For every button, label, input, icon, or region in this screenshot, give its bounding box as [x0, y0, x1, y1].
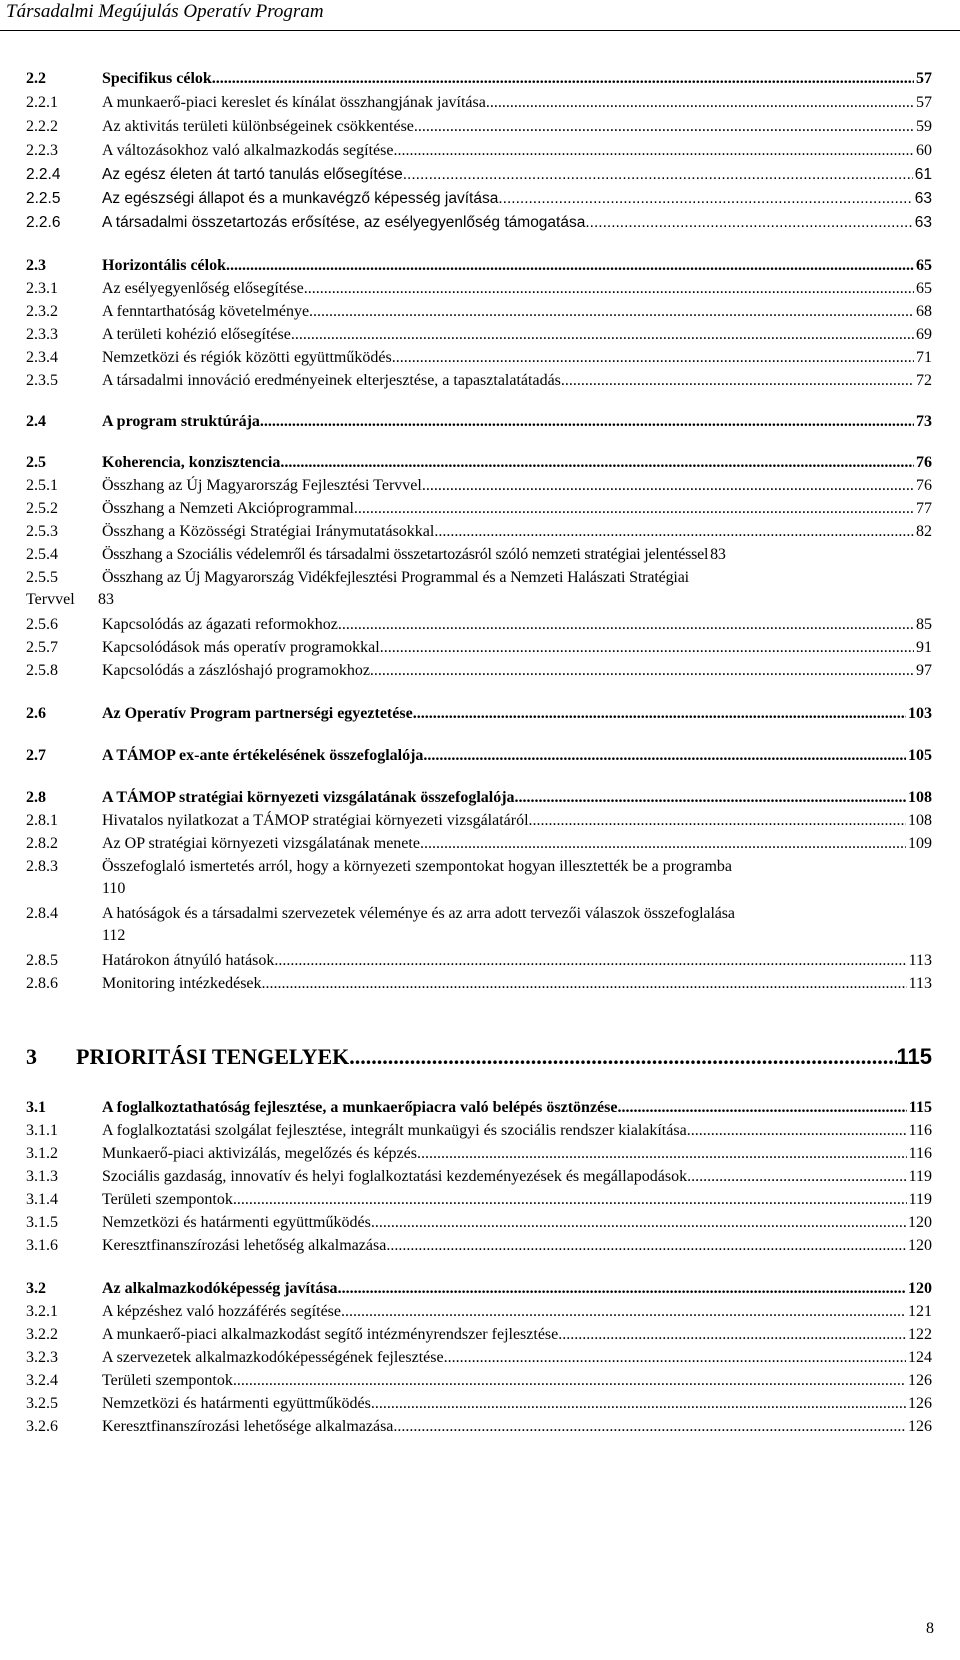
toc-page: 76	[916, 454, 932, 471]
toc-page: 73	[916, 413, 932, 430]
toc-page: 108	[908, 789, 932, 806]
toc-number: 2.2.4	[26, 166, 61, 183]
toc-number: 2.7	[26, 747, 46, 764]
toc-page: 126	[908, 1395, 932, 1412]
toc-title: A foglalkoztathatóság fejlesztése, a munkaerőpiacra való belépés ösztönzése	[102, 1099, 618, 1116]
toc-title: Területi szempontok	[102, 1191, 233, 1208]
toc-entry[interactable]	[26, 370, 932, 392]
toc-page: 122	[908, 1326, 932, 1343]
toc-page: 83	[710, 546, 726, 563]
toc-entry[interactable]	[26, 1324, 932, 1346]
toc-entry[interactable]	[26, 903, 932, 949]
toc-title: A társadalmi összetartozás erősítése, az esélyegyenlőség támogatása	[102, 214, 586, 231]
toc-entry[interactable]	[26, 1278, 932, 1300]
toc-number: 3.2.4	[26, 1372, 58, 1389]
toc-page: 126	[908, 1418, 932, 1435]
toc-page: 119	[908, 1191, 932, 1208]
toc-page: 112	[102, 927, 126, 944]
toc-page: 63	[914, 214, 932, 231]
toc-entry[interactable]	[26, 787, 932, 809]
toc-entry[interactable]	[26, 745, 932, 767]
toc-page: 85	[916, 616, 932, 633]
toc-number: 2.5.4	[26, 546, 58, 563]
toc-number: 3.2	[26, 1280, 46, 1297]
toc-page: 116	[908, 1145, 932, 1162]
toc-title: Az alkalmazkodóképesség javítása	[102, 1280, 338, 1297]
toc-number: 2.2.2	[26, 118, 58, 135]
toc-title: Az egészségi állapot és a munkavégző képesség javítása	[102, 190, 499, 207]
toc-entry[interactable]	[26, 614, 932, 636]
toc-entry[interactable]	[26, 1235, 932, 1257]
toc-title: Specifikus célok	[102, 70, 212, 87]
toc-title: Nemzetközi és határmenti együttműködés	[102, 1214, 371, 1231]
toc-title: Keresztfinanszírozási lehetősége alkalmazása	[102, 1418, 394, 1435]
toc-entry[interactable]	[26, 856, 932, 902]
toc-number: 3.1.3	[26, 1168, 58, 1185]
toc-number: 3.1.5	[26, 1214, 58, 1231]
toc-title: Nemzetközi és határmenti együttműködés	[102, 1395, 371, 1412]
toc-page: 120	[908, 1280, 932, 1297]
toc-title: Az aktivitás területi különbségeinek csökkentése	[102, 118, 414, 135]
toc-page: 57	[916, 70, 932, 87]
toc-number: 3.1.4	[26, 1191, 58, 1208]
toc-page: 69	[916, 326, 932, 343]
toc-chapter-entry[interactable]	[26, 1042, 932, 1072]
toc-number: 2.3.4	[26, 349, 58, 366]
toc-number: 3.1.6	[26, 1237, 58, 1254]
toc-entry[interactable]	[26, 116, 932, 138]
toc-entry[interactable]	[26, 1189, 932, 1211]
toc-page: 83	[98, 591, 114, 608]
toc-number: 2.3	[26, 257, 46, 274]
toc-entry[interactable]	[26, 1347, 932, 1369]
toc-page: 110	[102, 880, 126, 897]
toc-entry[interactable]	[26, 452, 932, 474]
toc-number: 3.1	[26, 1099, 46, 1116]
toc-page: 126	[908, 1372, 932, 1389]
toc-title: Nemzetközi és régiók közötti együttműködés	[102, 349, 392, 366]
toc-page: 57	[916, 94, 932, 111]
toc-title: Horizontális célok	[102, 257, 226, 274]
toc-number: 2.8.5	[26, 952, 58, 969]
toc-title: A hatóságok és a társadalmi szervezetek véleménye és az arra adott tervezői válaszok összefoglalása	[102, 905, 735, 922]
toc-number: 3.2.2	[26, 1326, 58, 1343]
toc-page: 103	[908, 705, 932, 722]
toc-title: Az egész életen át tartó tanulás elősegítése	[102, 166, 403, 183]
toc-title: A változásokhoz való alkalmazkodás segítése	[102, 142, 394, 159]
toc-number: 3.2.1	[26, 1303, 58, 1320]
toc-number: 2.2.1	[26, 94, 58, 111]
toc-entry[interactable]	[26, 544, 932, 566]
toc-page: 119	[908, 1168, 932, 1185]
toc-entry[interactable]	[26, 324, 932, 346]
toc-title: Koherencia, konzisztencia	[102, 454, 281, 471]
toc-title: A társadalmi innováció eredményeinek elterjesztése, a tapasztalatátadás	[102, 372, 561, 389]
toc-title: A szervezetek alkalmazkodóképességének fejlesztése	[102, 1349, 444, 1366]
toc-entry[interactable]	[26, 1301, 932, 1323]
toc-page: 108	[908, 812, 932, 829]
toc-title: Kapcsolódások más operatív programokkal	[102, 639, 380, 656]
toc-title: Keresztfinanszírozási lehetőség alkalmazása	[102, 1237, 387, 1254]
toc-page: 82	[916, 523, 932, 540]
toc-title: Összhang a Nemzeti Akcióprogrammal	[102, 500, 354, 517]
toc-number: 2.5.1	[26, 477, 58, 494]
toc-page: 72	[916, 372, 932, 389]
toc-title: Szociális gazdaság, innovatív és helyi foglalkoztatási kezdeményezések és megállapodások	[102, 1168, 688, 1185]
toc-number: 2.3.1	[26, 280, 58, 297]
toc-number: 2.5.3	[26, 523, 58, 540]
toc-page: 61	[914, 166, 932, 183]
toc-entry[interactable]	[26, 1143, 932, 1165]
toc-entry[interactable]	[26, 347, 932, 369]
toc-entry[interactable]	[26, 188, 932, 210]
toc-entry[interactable]	[26, 1097, 932, 1119]
toc-number: 2.3.2	[26, 303, 58, 320]
toc-number: 2.8	[26, 789, 46, 806]
toc-page: 71	[916, 349, 932, 366]
toc-entry[interactable]	[26, 278, 932, 300]
toc-page: 76	[916, 477, 932, 494]
document-title: Társadalmi Megújulás Operatív Program	[6, 1, 324, 22]
toc-title: A foglalkoztatási szolgálat fejlesztése, integrált munkaügyi és szociális rendszer kialakítása	[102, 1122, 687, 1139]
toc-number: 2.5.5	[26, 569, 58, 586]
toc-number: 2.8.1	[26, 812, 58, 829]
toc-title: A képzéshez való hozzáférés segítése	[102, 1303, 341, 1320]
toc-page: 124	[908, 1349, 932, 1366]
toc-entry[interactable]	[26, 703, 932, 725]
toc-entry[interactable]	[26, 521, 932, 543]
toc-number: 2.5.6	[26, 616, 58, 633]
toc-title: Az esélyegyenlőség elősegítése	[102, 280, 304, 297]
toc-number: 2.5.2	[26, 500, 58, 517]
toc-title: A munkaerő-piaci alkalmazkodást segítő intézményrendszer fejlesztése	[102, 1326, 559, 1343]
toc-page: 115	[896, 1044, 932, 1069]
toc-number: 3.1.2	[26, 1145, 58, 1162]
toc-entry[interactable]	[26, 92, 932, 114]
toc-title: Kapcsolódás a zászlóshajó programokhoz	[102, 662, 370, 679]
toc-title: Kapcsolódás az ágazati reformokhoz	[102, 616, 338, 633]
toc-entry[interactable]	[26, 498, 932, 520]
toc-entry[interactable]	[26, 301, 932, 323]
toc-number: 2.4	[26, 413, 46, 430]
toc-number: 3	[26, 1044, 37, 1069]
toc-title-continued: Tervvel	[26, 591, 75, 608]
toc-page: 60	[916, 142, 932, 159]
toc-entry[interactable]	[26, 810, 932, 832]
toc-entry[interactable]	[26, 140, 932, 162]
toc-title: Monitoring intézkedések	[102, 975, 262, 992]
toc-number: 2.8.4	[26, 905, 58, 922]
toc-entry[interactable]	[26, 164, 932, 186]
toc-page: 120	[908, 1214, 932, 1231]
toc-page: 116	[908, 1122, 932, 1139]
toc-entry[interactable]	[26, 660, 932, 682]
toc-title: A fenntarthatóság követelménye	[102, 303, 310, 320]
toc-number: 2.6	[26, 705, 46, 722]
toc-title: A munkaerő-piaci kereslet és kínálat összhangjának javítása	[102, 94, 486, 111]
toc-page: 91	[916, 639, 932, 656]
toc-entry[interactable]	[26, 637, 932, 659]
toc-title: Összhang a Szociális védelemről és társadalmi összetartozásról szóló nemzeti stratégiai jelentéssel	[102, 546, 709, 563]
toc-entry[interactable]	[26, 212, 932, 234]
toc-title: Az OP stratégiai környezeti vizsgálatának menete	[102, 835, 420, 852]
toc-title: Összhang az Új Magyarország Vidékfejlesztési Programmal és a Nemzeti Halászati Stratégiai	[102, 569, 689, 586]
toc-title: Határokon átnyúló hatások	[102, 952, 275, 969]
toc-title: A program struktúrája	[102, 413, 260, 430]
page-number: 8	[926, 1620, 934, 1637]
toc-title: Az Operatív Program partnerségi egyeztetése	[102, 705, 413, 722]
toc-title: A TÁMOP stratégiai környezeti vizsgálatának összefoglalója	[102, 789, 515, 806]
toc-title: Összefoglaló ismertetés arról, hogy a környezeti szempontokat hogyan illesztették be a programba	[102, 858, 733, 875]
toc-title: Összhang a Közösségi Stratégiai Iránymutatásokkal	[102, 523, 435, 540]
toc-title: Összhang az Új Magyarország Fejlesztési Tervvel	[102, 477, 422, 494]
toc-page: 105	[908, 747, 932, 764]
toc-entry[interactable]	[26, 1166, 932, 1188]
toc-entry[interactable]	[26, 255, 932, 277]
toc-number: 2.3.3	[26, 326, 58, 343]
toc-number: 2.8.6	[26, 975, 58, 992]
toc-number: 2.2	[26, 70, 46, 87]
toc-entry[interactable]	[26, 567, 932, 613]
toc-title: A területi kohézió elősegítése	[102, 326, 291, 343]
toc-number: 3.2.3	[26, 1349, 58, 1366]
toc-entry[interactable]	[26, 1416, 932, 1438]
toc-page: 109	[908, 835, 932, 852]
toc-title: A TÁMOP ex-ante értékelésének összefoglalója	[102, 747, 424, 764]
toc-number: 2.2.3	[26, 142, 58, 159]
toc-page: 65	[916, 257, 932, 274]
toc-number: 3.1.1	[26, 1122, 58, 1139]
toc-page: 77	[916, 500, 932, 517]
toc-number: 3.2.6	[26, 1418, 58, 1435]
toc-number: 2.5.8	[26, 662, 58, 679]
toc-page: 113	[908, 952, 932, 969]
toc-number: 2.8.3	[26, 858, 58, 875]
toc-number: 3.2.5	[26, 1395, 58, 1412]
toc-page: 120	[908, 1237, 932, 1254]
toc-page: 113	[908, 975, 932, 992]
toc-entry[interactable]	[26, 1212, 932, 1234]
toc-page: 121	[908, 1303, 932, 1320]
toc-title: PRIORITÁSI TENGELYEK	[76, 1044, 350, 1069]
toc-page: 59	[916, 118, 932, 135]
toc-number: 2.5	[26, 454, 46, 471]
toc-page: 65	[916, 280, 932, 297]
toc-entry[interactable]	[26, 475, 932, 497]
toc-page: 115	[908, 1099, 932, 1116]
toc-entry[interactable]	[26, 68, 932, 90]
toc-number: 2.2.5	[26, 190, 61, 207]
toc-entry[interactable]	[26, 950, 932, 972]
toc-entry[interactable]	[26, 1393, 932, 1415]
toc-page: 68	[916, 303, 932, 320]
toc-title: Hivatalos nyilatkozat a TÁMOP stratégiai környezeti vizsgálatáról	[102, 812, 529, 829]
toc-number: 2.2.6	[26, 214, 61, 231]
toc-entry[interactable]	[26, 833, 932, 855]
toc-number: 2.3.5	[26, 372, 58, 389]
toc-entry[interactable]	[26, 1370, 932, 1392]
toc-entry[interactable]	[26, 1120, 932, 1142]
toc-title: Munkaerő-piaci aktivizálás, megelőzés és képzés	[102, 1145, 417, 1162]
toc-entry[interactable]	[26, 973, 932, 995]
toc-title: Területi szempontok	[102, 1372, 233, 1389]
toc-number: 2.8.2	[26, 835, 58, 852]
toc-page: 97	[916, 662, 932, 679]
toc-entry[interactable]	[26, 411, 932, 433]
toc-page: 63	[914, 190, 932, 207]
toc-number: 2.5.7	[26, 639, 58, 656]
